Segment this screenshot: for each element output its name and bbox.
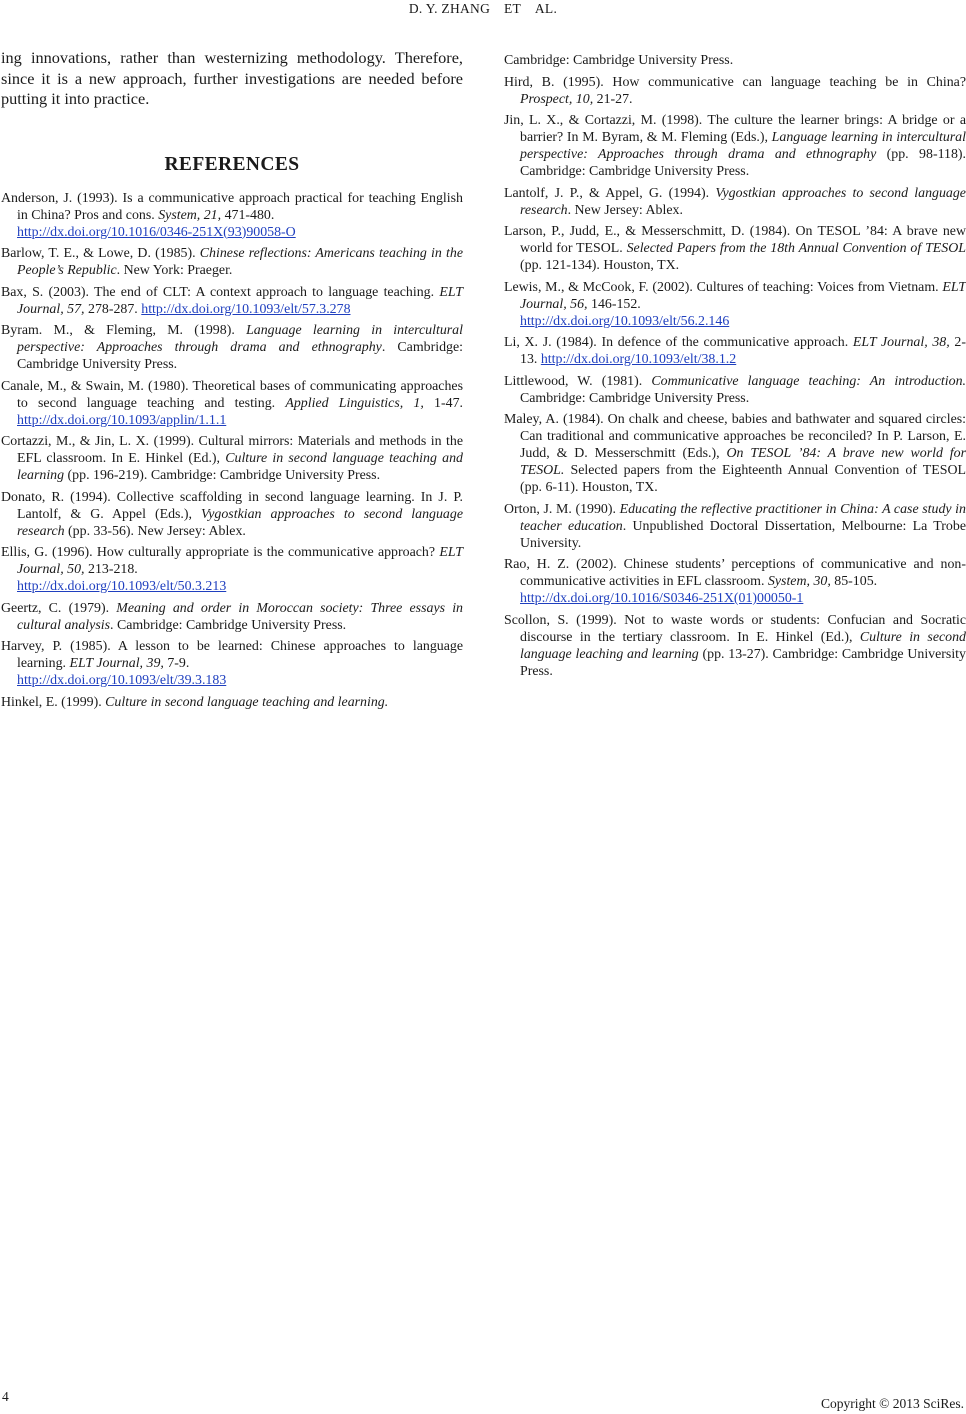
reference-entry bbox=[504, 74, 966, 108]
reference-entry bbox=[1, 638, 463, 689]
reference-entry bbox=[504, 411, 966, 496]
reference-details: 213-218. bbox=[84, 562, 138, 577]
reference-details: (pp. 121-134). Houston, TX. bbox=[520, 258, 680, 273]
reference-details: (pp. 33-56). New Jersey: Ablex. bbox=[64, 523, 246, 539]
reference-text: Lewis, M., & McCook, F. (2002). Cultures of teaching: Voices from Vietnam. bbox=[504, 279, 943, 295]
reference-text: Geertz, C. (1979). bbox=[1, 600, 117, 616]
reference-details: . Cambridge: Cambridge University Press. bbox=[110, 617, 347, 633]
reference-source-title: Language learning in intercultural perspective: Approaches through drama and ethnography bbox=[520, 130, 966, 162]
reference-entry bbox=[504, 185, 966, 219]
reference-details: 1-47. bbox=[423, 395, 463, 411]
reference-text: Li, X. J. (1984). In defence of the communicative approach. bbox=[504, 335, 853, 350]
reference-text: Hinkel, E. (1999). bbox=[1, 694, 106, 710]
reference-text: Hird, B. (1995). How communicative can language teaching be in China? bbox=[504, 74, 966, 90]
reference-source-title: ELT Journal, 38, bbox=[852, 335, 950, 350]
reference-text: Ellis, G. (1996). How culturally appropriate is the communicative approach? bbox=[1, 545, 440, 560]
reference-details: 7-9. bbox=[163, 656, 190, 671]
reference-entry bbox=[504, 112, 966, 180]
reference-details: 471-480. bbox=[221, 207, 275, 223]
reference-source-title: Prospect, 10, bbox=[520, 91, 594, 107]
reference-entry bbox=[504, 52, 966, 69]
copyright-notice: Copyright © 2013 SciRes. bbox=[820, 1396, 964, 1411]
reference-text: Orton, J. M. (1990). bbox=[504, 501, 620, 517]
reference-details: (pp. 98-118). Cambridge: Cambridge University Press. bbox=[520, 147, 966, 179]
reference-details: . Cambridge: Cambridge University Press. bbox=[17, 340, 463, 372]
references-heading: REFERENCES bbox=[164, 153, 300, 175]
reference-details: 278-287. bbox=[84, 301, 142, 317]
running-head: D. Y. ZHANG ET AL. bbox=[408, 1, 558, 16]
reference-source-title: ELT Journal, 57, bbox=[17, 284, 463, 317]
reference-text: Scollon, S. (1999). Not to waste words or students: Confucian and Socratic discourse in the tertiary classroom. In E. Hinkel (Ed.), bbox=[504, 612, 966, 645]
reference-text: Cortazzi, M., & Jin, L. X. (1999). Cultural mirrors: Materials and methods in the EFL classroom. In E. Hinkel (Ed.), bbox=[1, 434, 463, 466]
reference-source-title: ELT Journal, 39, bbox=[69, 656, 164, 671]
reference-source-title: Culture in second language teaching and learning bbox=[17, 451, 463, 483]
reference-details: 146-152. bbox=[587, 296, 641, 312]
reference-entry bbox=[1, 600, 463, 634]
reference-source-title: Culture in second language teaching and learning. bbox=[105, 694, 389, 710]
reference-details: (pp. 13-27). Cambridge: Cambridge University Press. bbox=[520, 646, 966, 679]
reference-text: Cambridge: Cambridge University Press. bbox=[504, 53, 734, 68]
reference-text: Harvey, P. (1985). A lesson to be learned: Chinese approaches to language learning. bbox=[1, 639, 463, 671]
reference-entry bbox=[504, 612, 966, 680]
reference-source-title: Chinese reflections: Americans teaching in the People’s Republic bbox=[17, 246, 463, 278]
reference-source-title: On TESOL ’84: A brave new world for TESOL. bbox=[520, 446, 966, 478]
doi-link[interactable]: http://dx.doi.org/10.1016/S0346-251X(01)00050-1 bbox=[520, 591, 804, 606]
reference-text: Byram. M., & Fleming, M. (1998). bbox=[1, 323, 247, 338]
reference-details: . New York: Praeger. bbox=[116, 263, 233, 278]
doi-link[interactable]: http://dx.doi.org/10.1093/applin/1.1.1 bbox=[17, 412, 227, 428]
left-reference-list bbox=[1, 190, 463, 711]
doi-link[interactable]: http://dx.doi.org/10.1093/elt/38.1.2 bbox=[540, 352, 737, 367]
reference-text: Larson, P., Judd, E., & Messerschmitt, D. (1984). On TESOL ’84: A brave new world for TESOL. bbox=[504, 224, 966, 256]
doi-link[interactable]: http://dx.doi.org/10.1093/elt/56.2.146 bbox=[520, 313, 730, 329]
reference-text: Rao, H. Z. (2002). Chinese students’ perceptions of communicative and non-communicative activities in EFL classroom. bbox=[504, 557, 966, 589]
reference-text: Maley, A. (1984). On chalk and cheese, babies and bathwater and squared circles: Can traditional and communicative approaches be reconciled? In P. Larson, E. Judd, & D. Messerschmitt (Eds.), bbox=[504, 412, 966, 461]
reference-entry bbox=[504, 556, 966, 607]
reference-entry bbox=[504, 334, 966, 368]
reference-source-title: Meaning and order in Moroccan society: Three essays in cultural analysis bbox=[17, 600, 463, 633]
intro-paragraph: ing innovations, rather than westernizing methodology. Therefore, since it is a new approach, further investigations are needed before putting it into practice. bbox=[1, 48, 463, 108]
reference-details: 21-27. bbox=[593, 91, 633, 107]
reference-entry bbox=[504, 279, 966, 330]
reference-source-title: Applied Linguistics, 1, bbox=[285, 395, 424, 411]
page-number: 4 bbox=[2, 1389, 9, 1404]
reference-details: (pp. 196-219). Cambridge: Cambridge University Press. bbox=[64, 468, 381, 483]
right-reference-list bbox=[504, 52, 966, 680]
reference-details: . Unpublished Doctoral Dissertation, Melbourne: La Trobe University. bbox=[520, 518, 966, 551]
reference-entry bbox=[1, 378, 463, 429]
doi-link[interactable]: http://dx.doi.org/10.1016/0346-251X(93)90058-O bbox=[17, 224, 296, 240]
reference-details: 2-13. bbox=[520, 335, 966, 367]
reference-source-title: Communicative language teaching: An introduction. bbox=[651, 373, 966, 389]
reference-source-title: Culture in second language leaching and learning bbox=[520, 629, 966, 662]
reference-entry bbox=[1, 489, 463, 540]
reference-entry bbox=[504, 373, 966, 407]
reference-details: Selected papers from the Eighteenth Annual Convention of TESOL (pp. 6-11). Houston, TX. bbox=[520, 463, 966, 495]
reference-text: Lantolf, J. P., & Appel, G. (1994). bbox=[504, 185, 716, 201]
reference-text: Donato, R. (1994). Collective scaffolding in second language learning. In J. P. Lantolf, & G. Appel (Eds.), bbox=[1, 489, 463, 522]
doi-link[interactable]: http://dx.doi.org/10.1093/elt/57.3.278 bbox=[141, 301, 351, 317]
reference-source-title: System, 21, bbox=[158, 207, 222, 223]
reference-text: Jin, L. X., & Cortazzi, M. (1998). The culture the learner brings: A bridge or a barrier? In M. Byram, & M. Fleming (Eds.), bbox=[504, 113, 966, 145]
reference-text: Littlewood, W. (1981). bbox=[504, 373, 652, 389]
reference-source-title: Educating the reflective practitioner in China: A case study in teacher education bbox=[520, 501, 966, 534]
reference-entry bbox=[504, 223, 966, 274]
reference-source-title: Vygostkian approaches to second language research bbox=[520, 185, 966, 218]
reference-text: Anderson, J. (1993). Is a communicative approach practical for teaching English in China? Pros and cons. bbox=[1, 190, 463, 223]
reference-entry bbox=[1, 190, 463, 241]
reference-source-title: Vygostkian approaches to second language research bbox=[17, 506, 463, 539]
reference-details: 85-105. bbox=[830, 574, 878, 589]
reference-entry bbox=[1, 694, 463, 711]
reference-source-title: System, 30, bbox=[767, 574, 831, 589]
reference-text: Canale, M., & Swain, M. (1980). Theoretical bases of communicating approaches to second language teaching and testing. bbox=[1, 378, 463, 411]
right-column bbox=[504, 52, 966, 684]
reference-entry bbox=[504, 501, 966, 552]
reference-details: . New Jersey: Ablex. bbox=[567, 202, 683, 218]
reference-source-title: Selected Papers from the 18th Annual Convention of TESOL bbox=[626, 241, 966, 256]
reference-source-title: Language learning in intercultural perspective: Approaches through drama and ethnography bbox=[17, 323, 463, 355]
left-column bbox=[1, 48, 463, 715]
reference-source-title: ELT Journal, 56, bbox=[520, 279, 966, 312]
reference-entry bbox=[1, 284, 463, 318]
doi-link[interactable]: http://dx.doi.org/10.1093/elt/39.3.183 bbox=[17, 673, 227, 688]
reference-text: Barlow, T. E., & Lowe, D. (1985). bbox=[1, 246, 200, 261]
reference-entry bbox=[1, 433, 463, 484]
reference-entry bbox=[1, 544, 463, 595]
reference-text: Bax, S. (2003). The end of CLT: A context approach to language teaching. bbox=[1, 284, 440, 300]
reference-source-title: ELT Journal, 50, bbox=[17, 545, 463, 577]
reference-details: Cambridge: Cambridge University Press. bbox=[520, 390, 750, 406]
doi-link[interactable]: http://dx.doi.org/10.1093/elt/50.3.213 bbox=[17, 579, 227, 594]
reference-entry bbox=[1, 322, 463, 373]
reference-entry bbox=[1, 245, 463, 279]
